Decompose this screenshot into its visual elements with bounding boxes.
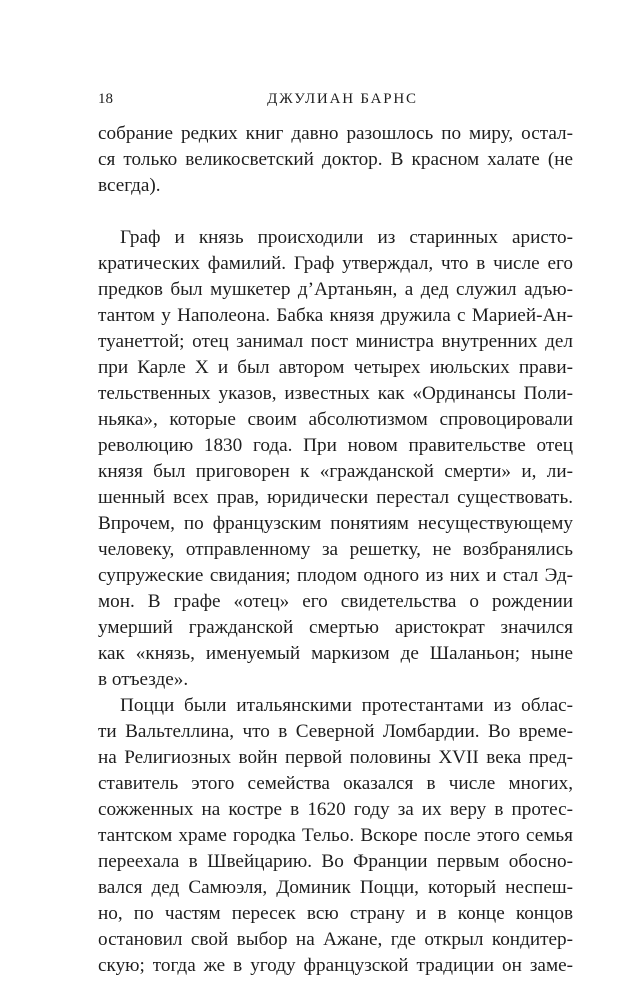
text-line: мон. В графе «отец» его свидетельства о рождении xyxy=(98,591,573,612)
running-head xyxy=(98,89,573,109)
text-line: скую; тогда же в угоду французской традиции он заме- xyxy=(98,955,573,976)
paragraph xyxy=(98,693,573,979)
text-line: всегда). xyxy=(98,175,161,196)
text-line: собрание редких книг давно разошлось по миру, остал- xyxy=(98,123,573,144)
text-line: умерший гражданской смертью аристократ значился xyxy=(98,617,573,638)
paragraph xyxy=(98,121,573,199)
section-break xyxy=(98,199,573,225)
text-line: предков был мушкетер д’Артаньян, а дед служил адъю- xyxy=(98,279,573,300)
text-line: ти Вальтеллина, что в Северной Ломбардии. Во време- xyxy=(98,721,573,742)
text-line: на Религиозных войн первой половины XVII века пред- xyxy=(98,747,573,768)
text-line: тантом у Наполеона. Бабка князя дружила с Марией-Ан- xyxy=(98,305,573,326)
running-head-author: ДЖУЛИАН БАРНС xyxy=(267,91,418,107)
text-line: вался дед Самюэля, Доминик Поцци, который неспеш- xyxy=(98,877,573,898)
text-line: в отъезде». xyxy=(98,669,189,690)
text-line: человеку, отправленному за решетку, не возбранялись xyxy=(98,539,573,560)
text-line: кратических фамилий. Граф утверждал, что в числе его xyxy=(98,253,573,274)
text-line: ся только великосветский доктор. В красном халате (не xyxy=(98,149,573,170)
text-line: тантском храме городка Тельо. Вскоре после этого семья xyxy=(98,825,573,846)
text-line: Граф и князь происходили из старинных аристо- xyxy=(120,227,573,248)
text-line: шенный всех прав, юридически перестал существовать. xyxy=(98,487,573,508)
text-line: князя был приговорен к «гражданской смерти» и, ли- xyxy=(98,461,573,482)
page-number: 18 xyxy=(98,91,113,107)
text-line: ставитель этого семейства оказался в числе многих, xyxy=(98,773,573,794)
body-text xyxy=(98,121,573,979)
text-line: при Карле X и был автором четырех июльских прави- xyxy=(98,357,573,378)
text-line: но, по частям пересек всю страну и в конце концов xyxy=(98,903,573,924)
text-line: туанеттой; отец занимал пост министра внутренних дел xyxy=(98,331,573,352)
text-line: супружеские свидания; плодом одного из них и стал Эд- xyxy=(98,565,573,586)
text-line: Впрочем, по французским понятиям несуществующему xyxy=(98,513,573,534)
text-line: Поцци были итальянскими протестантами из облас- xyxy=(120,695,573,716)
text-line: ньяка», которые своим абсолютизмом спровоцировали xyxy=(98,409,573,430)
text-line: переехала в Швейцарию. Во Франции первым обосно- xyxy=(98,851,573,872)
paragraph xyxy=(98,225,573,693)
text-line: революцию 1830 года. При новом правительстве отец xyxy=(98,435,573,456)
book-page xyxy=(98,0,573,1001)
text-line: сожженных на костре в 1620 году за их веру в протес- xyxy=(98,799,573,820)
text-line: остановил свой выбор на Ажане, где открыл кондитер- xyxy=(98,929,573,950)
text-line: как «князь, именуемый маркизом де Шаланьон; ныне xyxy=(98,643,573,664)
text-line: тельственных указов, известных как «Ординансы Поли- xyxy=(98,383,573,404)
